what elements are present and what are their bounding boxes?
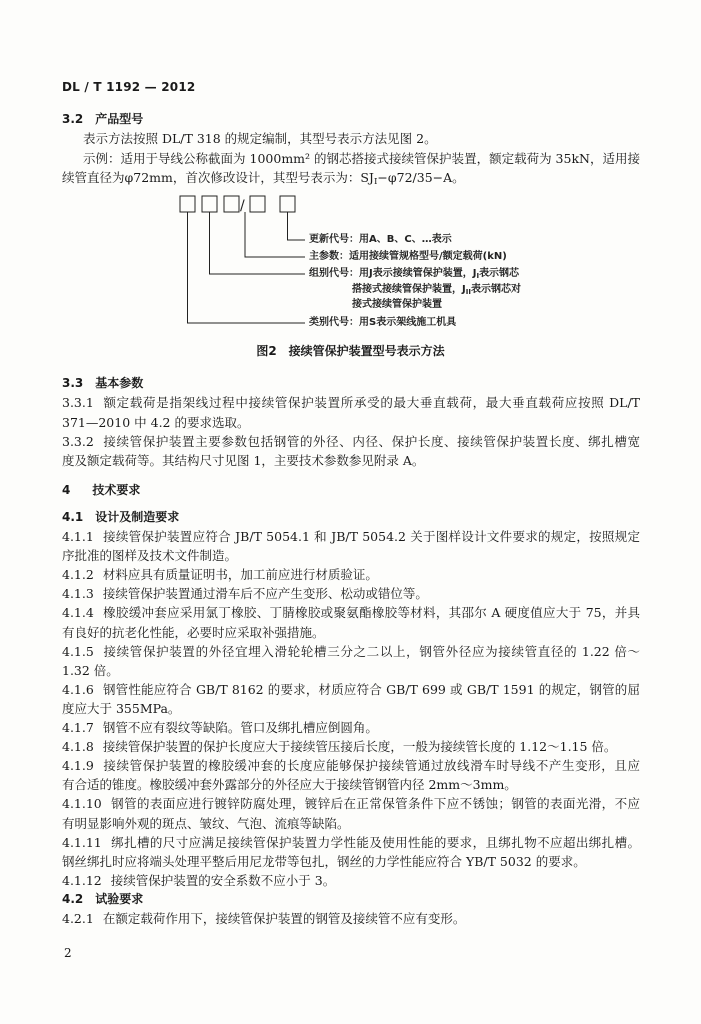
- code-box-group: [202, 196, 217, 212]
- clause-line: [62, 603, 640, 622]
- clause-line: 有良好的抗老化性能，必要时应采取补强措施。: [62, 624, 325, 640]
- clause-line: [62, 432, 640, 451]
- clause-number: 4.1.12: [62, 872, 102, 888]
- section-3-2: [62, 110, 640, 187]
- clause-line: [62, 871, 640, 890]
- clause-text: 钢管不应有裂纹等缺陷。管口及绑扎槽应倒圆角。: [102, 720, 378, 736]
- example-paragraph-line: [62, 168, 640, 187]
- code-box-category: [180, 196, 195, 212]
- clause-line: [62, 756, 640, 775]
- clause-number: 4.1.1: [62, 529, 94, 545]
- clause-line: 序批准的图样及技术文件制造。: [62, 548, 238, 564]
- clause-number: 4.1.6: [62, 681, 94, 697]
- label-main-param: 主参数：适用接续管规格型号/额定载荷(kN): [309, 251, 507, 262]
- section-title: 试验要求: [95, 891, 144, 906]
- section-number: 3.3: [62, 376, 84, 390]
- section-4-1: [62, 508, 640, 928]
- subscript: I: [373, 177, 378, 188]
- text-run: 续管直径为φ72mm，首次修改设计，其型号表示为：SJ: [62, 169, 374, 185]
- clause-text: 接续管保护装置的保护长度应大于接续管压接后长度，一般为接续管长度的 1.12～1.15 倍。: [102, 739, 617, 755]
- clause-text: 绑扎槽的尺寸应满足接续管保护装置力学性能及使用性能的要求，且绑扎物不应超出绑扎槽。: [110, 834, 640, 850]
- label-update-code: 更新代号：用A、B、C、…表示: [309, 234, 452, 245]
- clause-line: [62, 393, 640, 412]
- label-group-code: [309, 267, 519, 281]
- label-group-code-cont: [352, 283, 521, 297]
- code-box-param-2: [250, 196, 265, 212]
- clause-number: 4.1.3: [62, 586, 94, 602]
- subscript: I: [476, 271, 480, 280]
- clause-line: [62, 909, 640, 928]
- clause-text: 接续管保护装置通过滑车后不应产生变形、松动或错位等。: [102, 586, 428, 602]
- leader-line-update: [288, 212, 306, 240]
- clause-number: 4.1.9: [62, 758, 94, 774]
- clause-text: 接续管保护装置主要参数包括钢管的外径、内径、保护长度、接续管保护装置长度、绑扎槽宽: [102, 433, 640, 449]
- section-title: 设计及制造要求: [95, 510, 180, 524]
- clause-line: [62, 680, 640, 699]
- clause-line: 有明显影响外观的斑点、皱纹、气泡、流痕等缺陷。: [62, 815, 350, 831]
- clause-text: 钢管性能应符合 GB/T 8162 的要求，材质应符合 GB/T 699 或 GB/T 1591 的规定，钢管的屈: [102, 681, 640, 697]
- clause-text: 橡胶缓冲套应采用氯丁橡胶、丁腈橡胶或聚氨酯橡胶等材料，其邵尔 A 硬度值应大于 75，并具: [102, 605, 640, 621]
- clause-line: 1.32 倍。: [62, 662, 119, 678]
- clause-text: 接续管保护装置应符合 JB/T 5054.1 和 JB/T 5054.2 关于图样设计文件要求的规定，按照规定: [102, 529, 640, 545]
- clause-line: [62, 833, 640, 852]
- clause-line: 371—2010 中 4.2 的要求选取。: [62, 414, 250, 430]
- clause-text: 额定载荷是指架线过程中接续管保护装置所承受的最大垂直载荷，最大垂直载荷应按照 DL/T: [102, 395, 640, 411]
- leader-line-group: [210, 212, 306, 274]
- clause-number: 4.1.7: [62, 720, 94, 736]
- clause-number: 4.1.5: [62, 643, 94, 659]
- clause-text: 接续管保护装置的安全系数不应小于 3。: [110, 872, 336, 888]
- section-number: 4.2: [62, 891, 84, 906]
- chapter-title: 技术要求: [92, 483, 141, 497]
- section-title: 产品型号: [95, 112, 144, 126]
- figure-caption: 图2 接续管保护装置型号表示方法: [256, 344, 445, 358]
- text-run: 表示钢芯: [479, 268, 520, 279]
- clause-line: [62, 527, 640, 546]
- example-paragraph-line: 示例：适用于导线公称截面为 1000mm² 的钢芯搭接式接续管保护装置，额定载荷为 35kN，适用接: [83, 150, 640, 166]
- text-run: 组别代号：用J表示接续管保护装置，J: [309, 268, 477, 279]
- chapter-number: 4: [62, 483, 71, 497]
- clause-line: [62, 794, 640, 813]
- clause-line: [62, 642, 640, 661]
- label-group-code-cont2: 接式接续管保护装置: [352, 299, 442, 310]
- section-heading: [62, 110, 640, 129]
- label-category-code: 类别代号：用S表示架线施工机具: [309, 317, 457, 328]
- clause-number: 4.1.4: [62, 605, 94, 621]
- section-heading: [62, 508, 640, 527]
- paragraph: 表示方法按照 DL/T 318 的规定编制，其型号表示方法见图 2。: [83, 131, 437, 147]
- clause-number: 3.3.1: [62, 395, 94, 411]
- section-3-3: [62, 374, 640, 470]
- clause-number: 4.1.2: [62, 567, 94, 583]
- code-box-param-1: [224, 196, 239, 212]
- text-run: −φ72/35−A。: [377, 169, 465, 185]
- clause-text: 在额定载荷作用下，接续管保护装置的钢管及接续管不应有变形。: [102, 910, 466, 926]
- subscript: II: [465, 287, 471, 296]
- code-box-update: [280, 196, 295, 212]
- clause-number: 4.2.1: [62, 910, 94, 926]
- document-code-header: DL / T 1192 — 2012: [62, 80, 196, 94]
- leader-line-main: [245, 212, 305, 257]
- chapter-heading: [62, 481, 140, 498]
- clause-number: 3.3.2: [62, 433, 94, 449]
- clause-text: 材料应具有质量证明书，加工前应进行材质验证。: [102, 567, 378, 583]
- clause-line: 度应大于 355MPa。: [62, 700, 181, 716]
- clause-line: [62, 565, 640, 584]
- clause-line: [62, 718, 640, 737]
- text-run: 表示钢芯对: [470, 284, 521, 295]
- text-run: 搭接式接续管保护装置，J: [352, 284, 466, 295]
- section-number: 4.1: [62, 510, 84, 524]
- clause-line: [62, 584, 640, 603]
- clause-line: 钢丝绑扎时应将端头处理平整后用尼龙带等包扎，钢丝的力学性能应符合 YB/T 5032 的要求。: [62, 853, 586, 869]
- section-heading: [62, 890, 640, 909]
- section-number: 3.2: [62, 112, 84, 126]
- clause-text: 接续管保护装置的外径宜埋入滑轮轮槽三分之二以上，钢管外径应为接续管直径的 1.22 倍～: [102, 643, 640, 659]
- clause-text: 接续管保护装置的橡胶缓冲套的长度应能够保护接续管通过放线滑车时导线不产生变形，且应: [102, 758, 640, 774]
- clause-text: 钢管的表面应进行镀锌防腐处理，镀锌后在正常保管条件下应不锈蚀；钢管的表面光滑，不应: [110, 796, 640, 812]
- clause-number: 4.1.11: [62, 834, 102, 850]
- section-title: 基本参数: [95, 376, 144, 390]
- clause-line: [62, 737, 640, 756]
- clause-line: 有合适的锥度。橡胶缓冲套外露部分的外径应大于接续管钢管内径 2mm～3mm。: [62, 777, 517, 793]
- slash-separator: /: [240, 198, 245, 214]
- clause-number: 4.1.8: [62, 739, 94, 755]
- section-heading: [62, 374, 640, 393]
- clause-line: 度及额定载荷等。其结构尺寸见图 1，主要技术参数参见附录 A。: [62, 453, 425, 469]
- clause-number: 4.1.10: [62, 796, 102, 812]
- page-number: 2: [64, 946, 72, 960]
